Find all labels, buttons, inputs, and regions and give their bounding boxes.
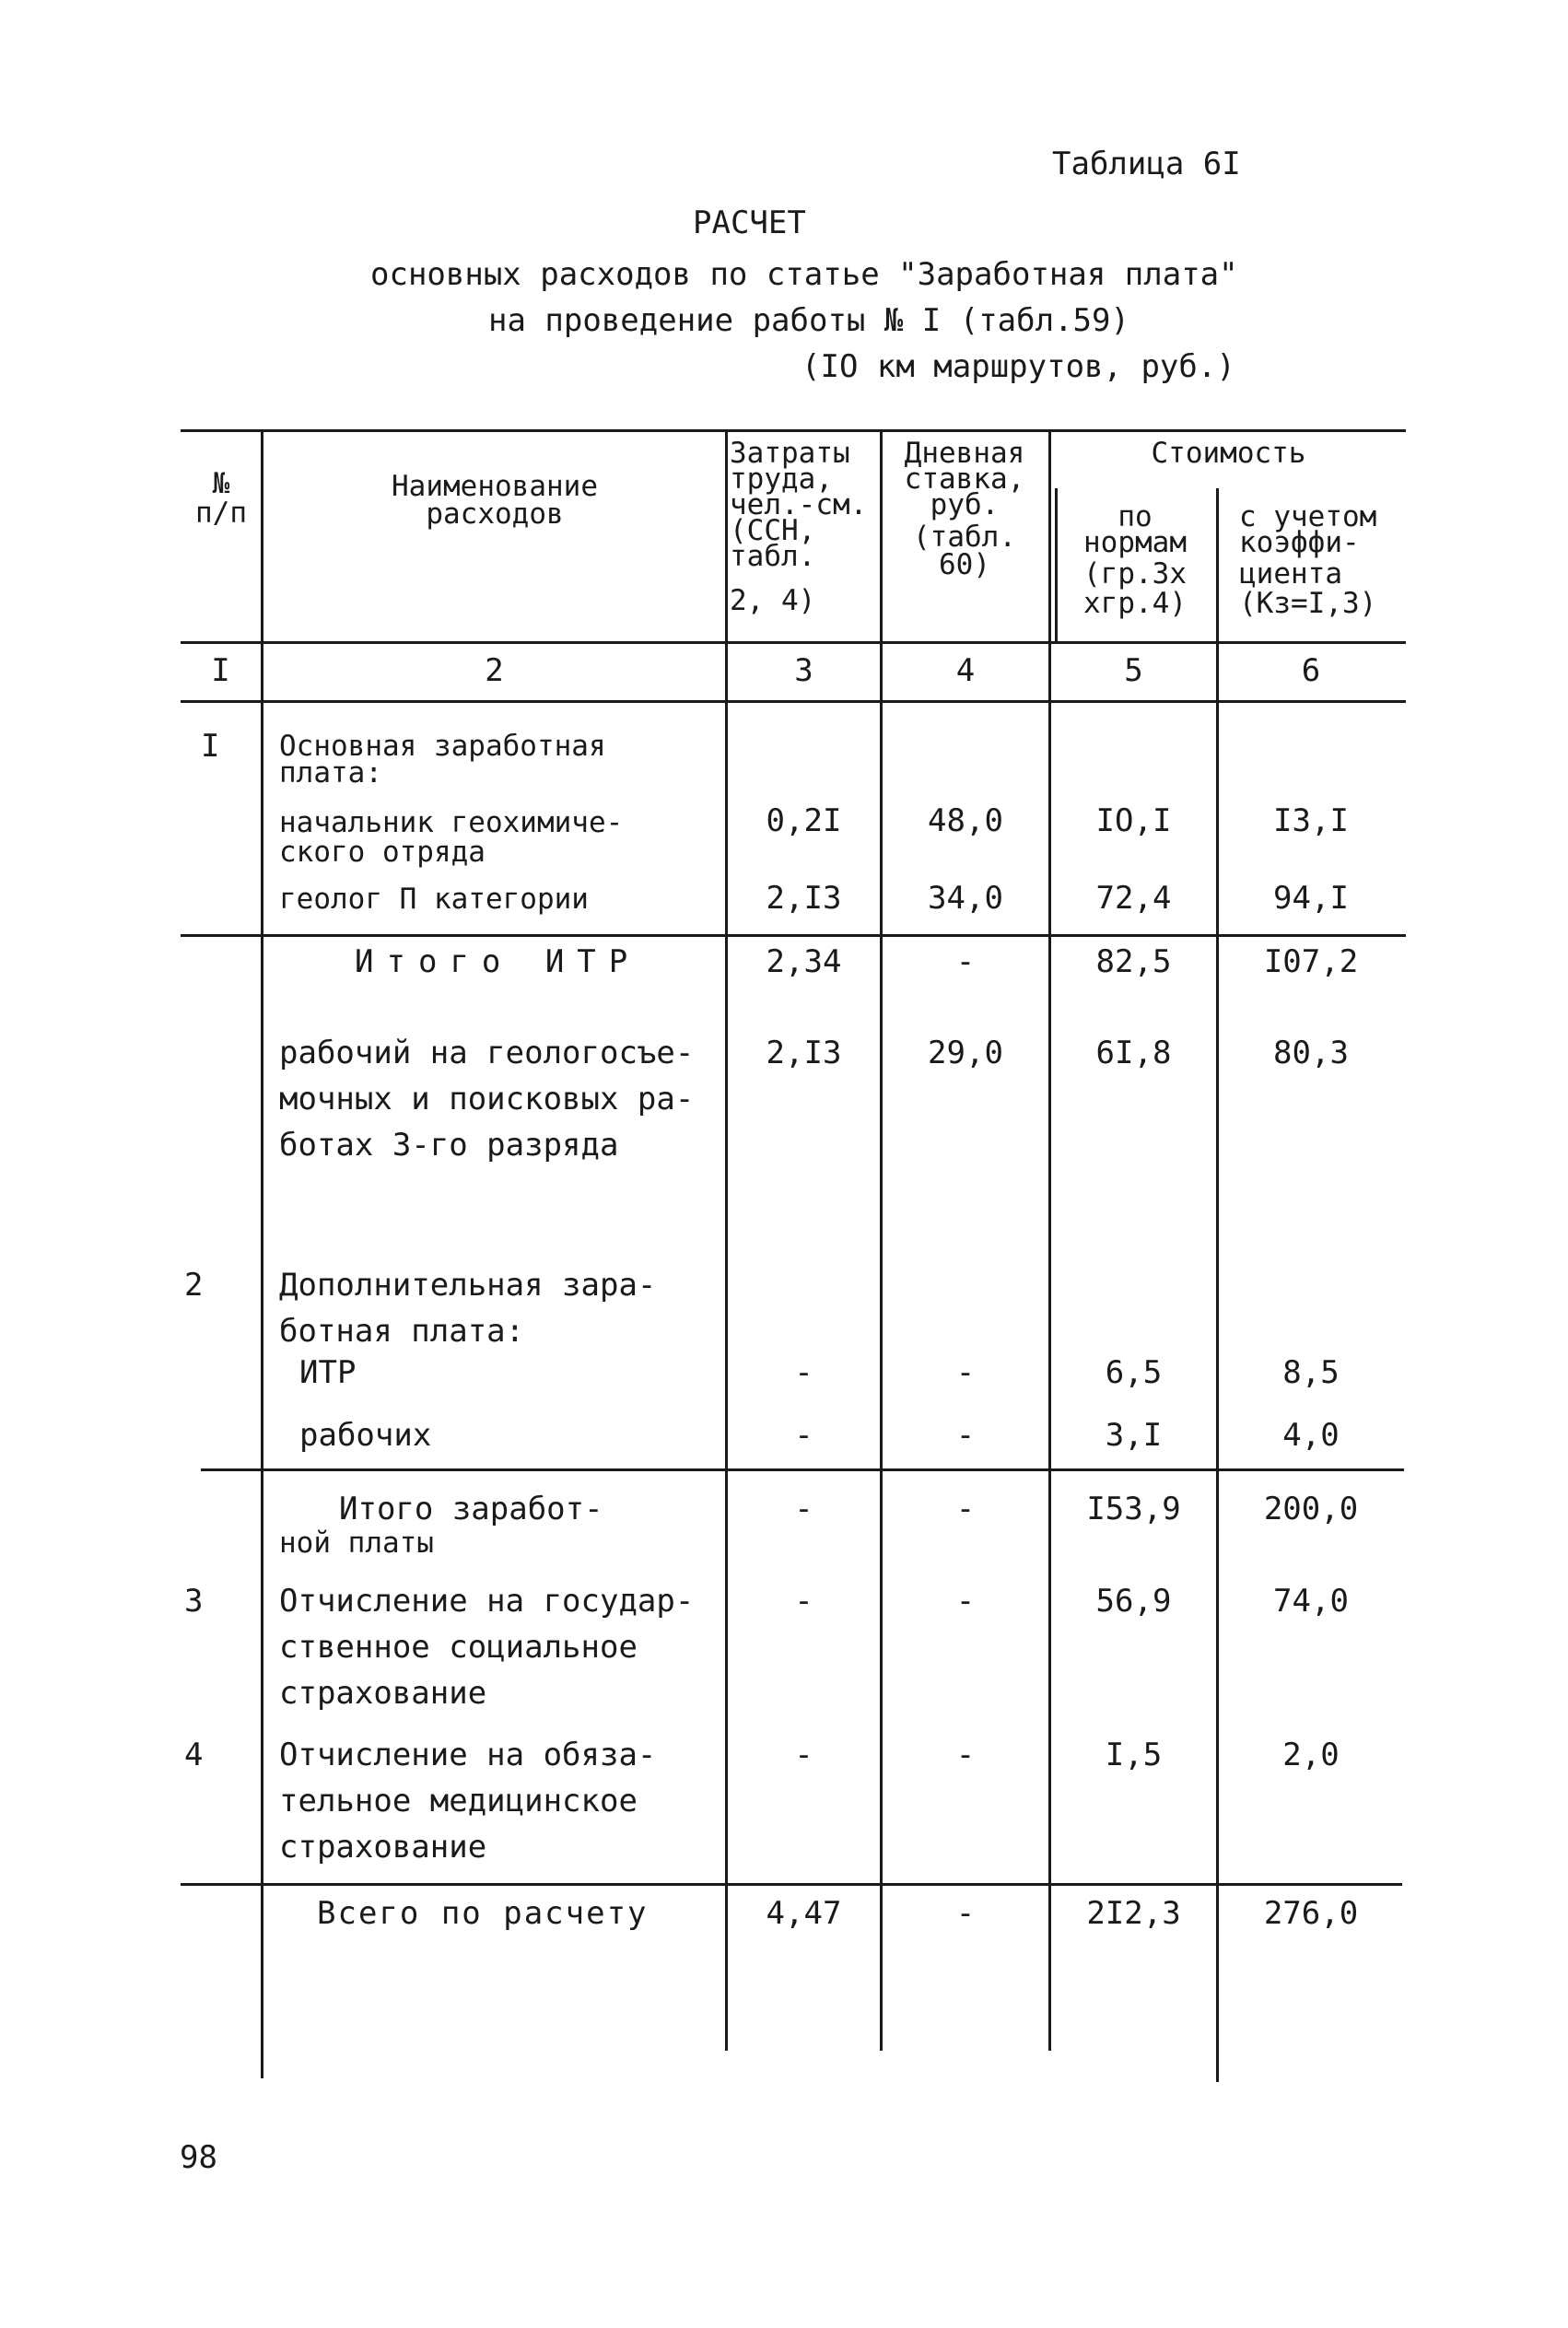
document-subtitle-1: основных расходов по статье "Заработная плата" [370, 256, 1238, 293]
document-subtitle-3: (IO км маршрутов, руб.) [802, 348, 1235, 385]
table-number: Таблица 6I [1052, 146, 1241, 182]
page-number: 98 [180, 2139, 217, 2176]
header-cost-group: Стоимость [1151, 437, 1306, 470]
document-title: РАСЧЕТ [693, 205, 806, 241]
row-1-number: I [201, 728, 220, 765]
document-subtitle-2: на проведение работы № I (табл.59) [488, 302, 1129, 339]
row-2-number: 2 [184, 1267, 204, 1304]
